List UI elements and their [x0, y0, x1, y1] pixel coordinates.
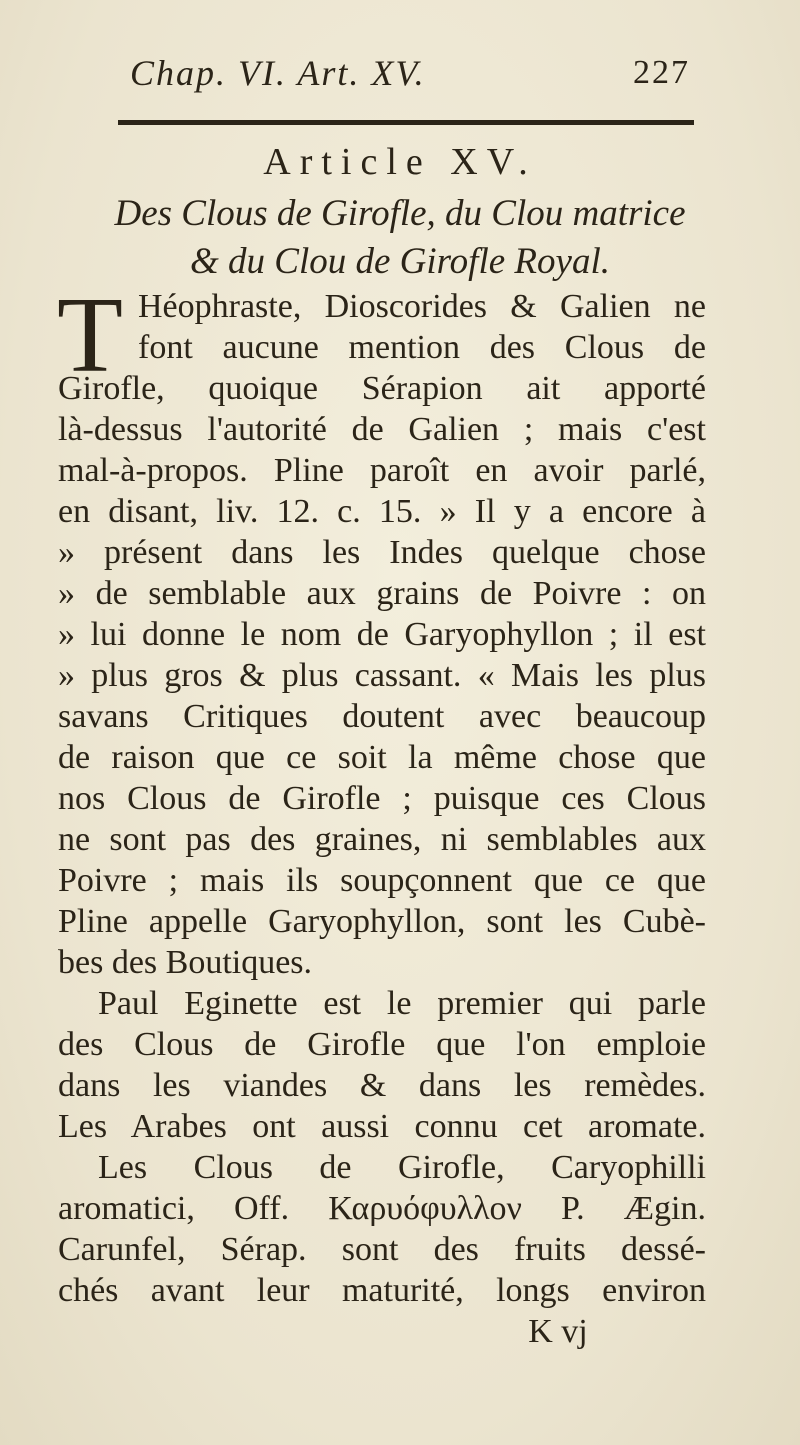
text-line: Les Arabes ont aussi connu cet aromate. [58, 1108, 706, 1145]
article-subtitle-line-1: Des Clous de Girofle, du Clou matrice [114, 193, 686, 234]
text-line: là-dessus l'autorité de Galien ; mais c'est [58, 411, 706, 448]
text-line: Girofle, quoique Sérapion ait apporté [58, 370, 706, 407]
drop-cap: T [57, 276, 123, 395]
text-line: font aucune mention des Clous de [138, 329, 706, 366]
text-line: nos Clous de Girofle ; puisque ces Clous [58, 780, 706, 817]
text-line: Carunfel, Sérap. sont des fruits dessé- [58, 1231, 706, 1268]
text-line: savans Critiques doutent avec beaucoup [58, 698, 706, 735]
text-line: dans les viandes & dans les remèdes. [58, 1067, 706, 1104]
article-heading: Article XV. [263, 141, 537, 183]
signature-mark: K vj [528, 1313, 588, 1350]
text-line: ne sont pas des graines, ni semblables aux [58, 821, 706, 858]
text-line: de raison que ce soit la même chose que [58, 739, 706, 776]
text-line: en disant, liv. 12. c. 15. » Il y a encore à [58, 493, 706, 530]
text-line: » de semblable aux grains de Poivre : on [58, 575, 706, 612]
text-line: Les Clous de Girofle, Caryophilli [98, 1149, 706, 1186]
text-line: Pline appelle Garyophyllon, sont les Cubè- [58, 903, 706, 940]
text-line: » présent dans les Indes quelque chose [58, 534, 706, 571]
text-line: mal-à-propos. Pline paroît en avoir parlé, [58, 452, 706, 489]
text-line: Poivre ; mais ils soupçonnent que ce que [58, 862, 706, 899]
article-subtitle-line-2: & du Clou de Girofle Royal. [190, 241, 610, 282]
text-line: aromatici, Off. Καρυόφυλλον P. Ægin. [58, 1190, 706, 1227]
page-number: 227 [633, 54, 690, 91]
text-line: » lui donne le nom de Garyophyllon ; il est [58, 616, 706, 653]
header-rule [118, 120, 694, 125]
text-line: » plus gros & plus cassant. « Mais les plus [58, 657, 706, 694]
running-head-text: Chap. VI. Art. XV. [130, 53, 426, 93]
text-line: chés avant leur maturité, longs environ [58, 1272, 706, 1309]
text-line: des Clous de Girofle que l'on emploie [58, 1026, 706, 1063]
running-head [130, 52, 690, 102]
text-line: bes des Boutiques. [58, 944, 313, 981]
text-line: Paul Eginette est le premier qui parle [98, 985, 706, 1022]
text-line: Héophraste, Dioscorides & Galien ne [138, 288, 706, 325]
article-subtitle [60, 190, 740, 286]
